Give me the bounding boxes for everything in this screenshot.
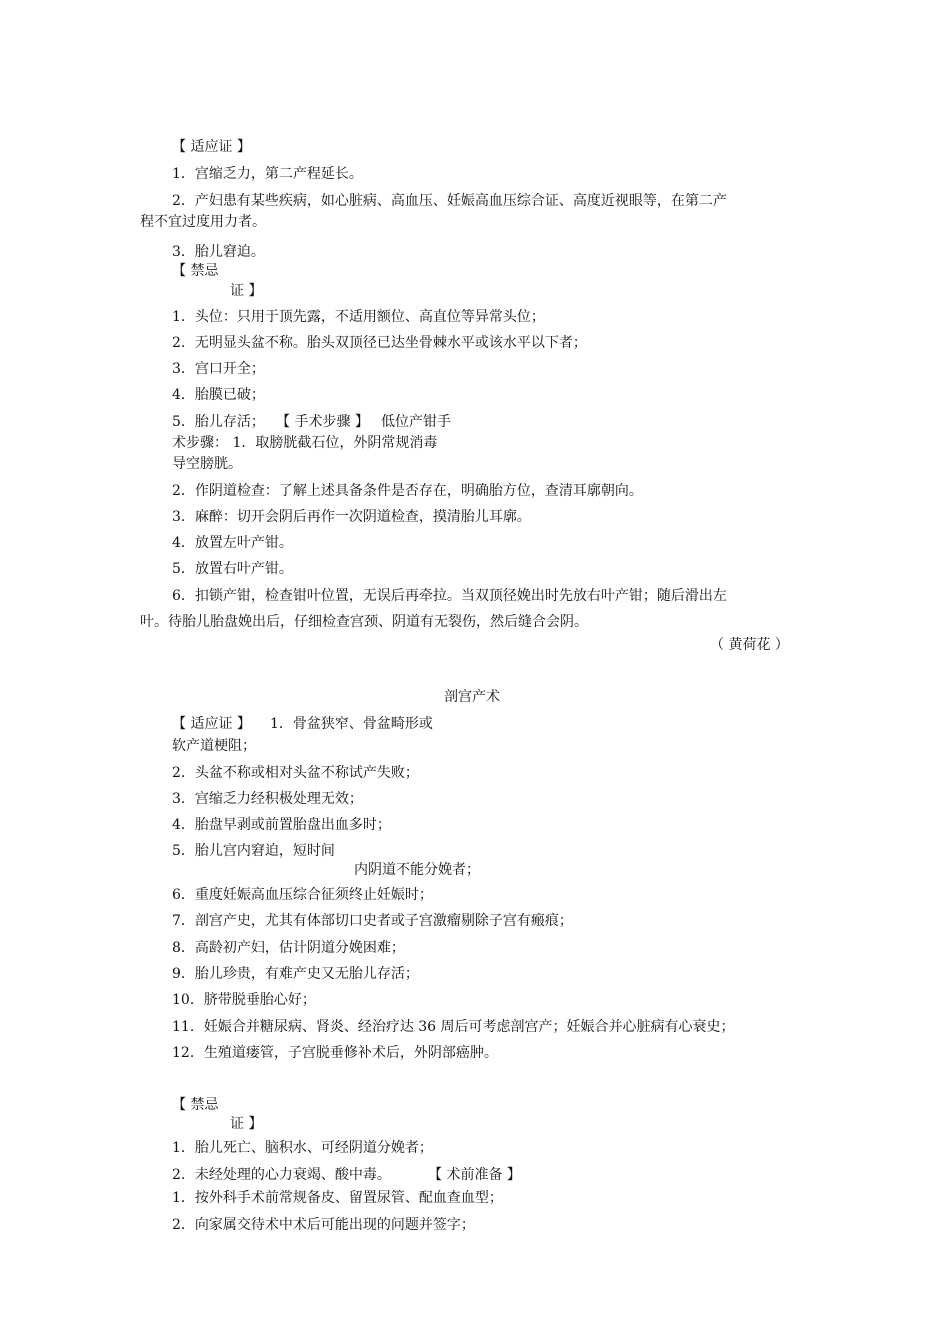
indication-item-continued: 内阴道不能分娩者； [354, 862, 480, 878]
step-item: 5．放置右叶产钳。 [172, 561, 293, 577]
heading-contraindications: 【 禁忌 [172, 1097, 219, 1113]
indication-item-continued: 程不宜过度用力者。 [140, 214, 266, 230]
heading-indications: 【 适应证 】 [172, 139, 251, 155]
step-item: 2．作阴道检查：了解上述具备条件是否存在，明确胎方位，查清耳廓朝向。 [172, 483, 643, 499]
indication-item-continued: 软产道梗阻； [172, 738, 256, 754]
indication-item: 2．头盆不称或相对头盆不称试产失败； [172, 765, 419, 781]
indication-item: 5．胎儿宫内窘迫，短时间 [172, 843, 335, 859]
heading-surgical-steps: 【 手术步骤 】 [276, 414, 369, 430]
step-item: 3．麻醉：切开会阴后再作一次阴道检查，摸清胎儿耳廓。 [172, 509, 531, 525]
indication-item: 4．胎盘早剥或前置胎盘出血多时； [172, 817, 391, 833]
step-item-continued: 导空膀胱。 [172, 456, 242, 472]
indication-item: 1．骨盆狭窄、骨盆畸形或 [270, 716, 433, 732]
contraindication-item: 2．无明显头盆不称。胎头双顶径已达坐骨棘水平或该水平以下者； [172, 335, 587, 351]
heading-contraindications-continued: 证 】 [230, 283, 263, 299]
heading-contraindications: 【 禁忌 [172, 263, 219, 279]
indication-item: 9．胎儿珍贵，有难产史又无胎儿存活； [172, 966, 419, 982]
indication-item: 12．生殖道瘘管，子宫脱垂修补术后，外阴部癌肿。 [172, 1045, 498, 1061]
heading-preoperative-prep: 【 术前准备 】 [428, 1167, 521, 1183]
steps-intro: 低位产钳手 [381, 414, 451, 430]
contraindication-item: 1．头位：只用于顶先露，不适用额位、高直位等异常头位； [172, 309, 545, 325]
contraindication-item: 4．胎膜已破； [172, 387, 265, 403]
heading-indications: 【 适应证 】 [172, 716, 251, 732]
prep-item: 2．向家属交待术中术后可能出现的问题并签字； [172, 1217, 475, 1233]
section-title: 剖宫产术 [444, 689, 500, 705]
indication-item: 7．剖宫产史，尤其有体部切口史者或子宫激瘤剔除子宫有瘢痕； [172, 913, 573, 929]
contraindication-item: 5．胎儿存活； [172, 414, 265, 430]
indication-item: 1．宫缩乏力，第二产程延长。 [172, 166, 363, 182]
step-item: 术步骤： 1．取膀胱截石位，外阴常规消毒 [172, 435, 438, 451]
contraindication-item: 2．未经处理的心力衰竭、酸中毒。 [172, 1167, 391, 1183]
indication-item: 3．宫缩乏力经积极处理无效； [172, 791, 363, 807]
step-item: 6．扣锁产钳，检查钳叶位置，无误后再牵拉。当双顶径娩出时先放右叶产钳；随后滑出左 [172, 588, 727, 604]
step-item-continued: 叶。待胎儿胎盘娩出后，仔细检查宫颈、阴道有无裂伤，然后缝合会阴。 [140, 614, 588, 630]
contraindication-item: 3．宫口开全； [172, 361, 265, 377]
indication-item: 2．产妇患有某些疾病，如心脏病、高血压、妊娠高血压综合证、高度近视眼等，在第二产 [172, 193, 727, 209]
step-item: 4．放置左叶产钳。 [172, 535, 293, 551]
author-credit: （ 黄荷花 ） [710, 637, 789, 653]
indication-item: 8．高龄初产妇，估计阴道分娩困难； [172, 940, 405, 956]
heading-contraindications-continued: 证 】 [230, 1116, 263, 1132]
indication-item: 10．脐带脱垂胎心好； [172, 992, 316, 1008]
indication-item: 6．重度妊娠高血压综合征须终止妊娠时； [172, 887, 433, 903]
indication-item: 3．胎儿窘迫。 [172, 244, 265, 260]
prep-item: 1．按外科手术前常规备皮、留置尿管、配血查血型； [172, 1190, 503, 1206]
contraindication-item: 1．胎儿死亡、脑积水、可经阴道分娩者； [172, 1140, 433, 1156]
indication-item: 11．妊娠合并糖尿病、肾炎、经治疗达 36 周后可考虑剖宫产；妊娠合并心脏病有心衰史； [172, 1019, 735, 1035]
